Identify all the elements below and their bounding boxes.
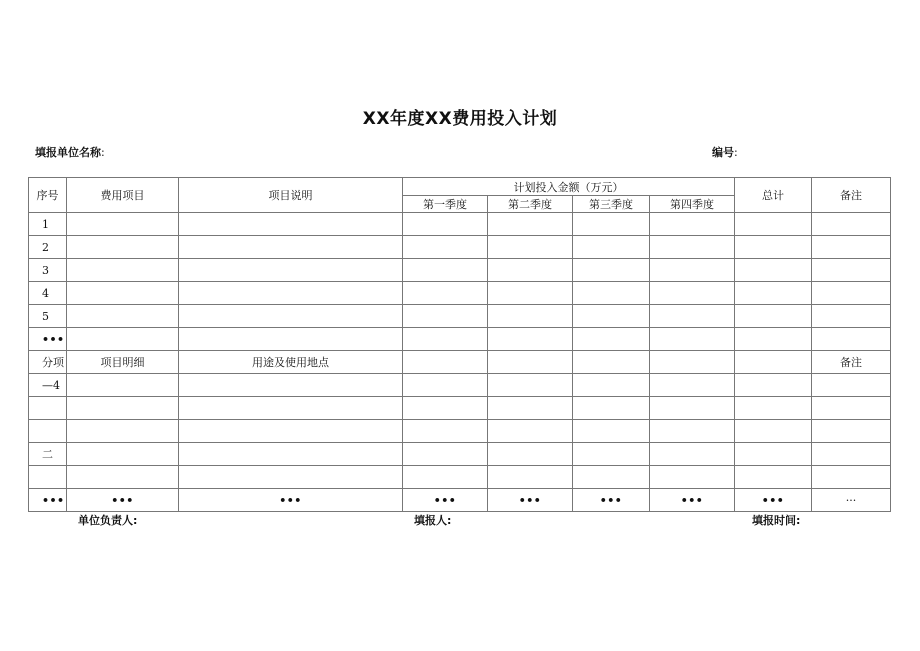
table-cell (650, 351, 735, 374)
table-cell (488, 420, 573, 443)
page-title: XX年度XX费用投入计划 (362, 109, 558, 129)
table-cell (488, 351, 573, 374)
table-cell (179, 466, 403, 489)
header-q3: 第三季度 (573, 196, 650, 213)
table-cell (650, 328, 735, 351)
table-cell (573, 328, 650, 351)
seq-cell: ••• (29, 328, 67, 351)
table-cell (573, 374, 650, 397)
table-cell (812, 420, 891, 443)
dots-cell: ••• (735, 489, 812, 512)
table-row (29, 259, 891, 282)
table-cell (403, 466, 488, 489)
header-q1: 第一季度 (403, 196, 488, 213)
table-cell (573, 282, 650, 305)
table-cell (812, 305, 891, 328)
seq-cell (29, 397, 67, 420)
table-cell (488, 397, 573, 420)
table-cell (488, 443, 573, 466)
table-cell (403, 236, 488, 259)
table-cell (735, 236, 812, 259)
table-cell (573, 420, 650, 443)
table-row (29, 328, 891, 351)
table-cell (573, 466, 650, 489)
dots-cell: ••• (67, 489, 179, 512)
table-cell (735, 466, 812, 489)
table-cell (179, 236, 403, 259)
table-row (29, 236, 891, 259)
budget-table (28, 177, 891, 512)
table-cell (403, 397, 488, 420)
header-item: 费用项目 (67, 178, 179, 213)
table-body (29, 213, 891, 489)
table-cell (812, 259, 891, 282)
table-cell (812, 236, 891, 259)
table-cell (650, 443, 735, 466)
table-cell (735, 213, 812, 236)
table-cell (179, 443, 403, 466)
table-cell (650, 420, 735, 443)
table-cell (812, 443, 891, 466)
table-cell (67, 328, 179, 351)
table-cell (650, 374, 735, 397)
table-cell (650, 259, 735, 282)
table-cell (179, 420, 403, 443)
dots-cell: ••• (650, 489, 735, 512)
table-cell (403, 282, 488, 305)
table-cell (67, 443, 179, 466)
table-cell (67, 259, 179, 282)
table-row-dots (29, 489, 891, 512)
table-cell (67, 466, 179, 489)
header-note: 备注 (812, 178, 891, 213)
table-cell (179, 305, 403, 328)
table-cell (650, 397, 735, 420)
table-cell (573, 236, 650, 259)
table-row (29, 305, 891, 328)
header-q2: 第二季度 (488, 196, 573, 213)
table-cell (179, 374, 403, 397)
table-cell (403, 443, 488, 466)
table-row (29, 397, 891, 420)
table-cell (650, 213, 735, 236)
seq-cell (29, 466, 67, 489)
table-cell (67, 374, 179, 397)
seq-cell: 3 (29, 259, 67, 282)
table-cell (488, 213, 573, 236)
colon: : (101, 146, 105, 159)
table-cell (403, 420, 488, 443)
table-cell (573, 305, 650, 328)
table-row (29, 213, 891, 236)
table-row (29, 420, 891, 443)
footer-filler (414, 512, 451, 528)
seq-cell: 2 (29, 236, 67, 259)
table-cell (735, 328, 812, 351)
header-total: 总计 (735, 178, 812, 213)
table-cell (67, 213, 179, 236)
table-cell (179, 259, 403, 282)
table-cell (67, 305, 179, 328)
table-cell (735, 420, 812, 443)
colon: : (447, 514, 452, 527)
table-cell (735, 374, 812, 397)
table-cell (812, 466, 891, 489)
table-cell (812, 374, 891, 397)
table-cell (67, 420, 179, 443)
footer-leader (78, 512, 137, 528)
table-cell (403, 213, 488, 236)
table-cell (812, 213, 891, 236)
table-cell (812, 397, 891, 420)
header-seq: 序号 (29, 178, 67, 213)
table-cell (403, 259, 488, 282)
table-row (29, 282, 891, 305)
table-cell (179, 282, 403, 305)
colon: : (133, 514, 138, 527)
number-field (712, 144, 738, 160)
table-cell (735, 397, 812, 420)
seq-cell: 分项 (29, 351, 67, 374)
table-cell (735, 443, 812, 466)
colon: : (734, 146, 738, 159)
colon: : (796, 514, 801, 527)
table-cell (573, 351, 650, 374)
unit-name-label: 填报单位名称 (35, 146, 101, 159)
table-cell: 备注 (812, 351, 891, 374)
header-plan: 计划投入金额（万元） (403, 178, 735, 196)
dots-cell: ••• (29, 489, 67, 512)
seq-cell: 5 (29, 305, 67, 328)
footer-time (752, 512, 800, 528)
header-row-1 (29, 178, 891, 196)
table-cell (650, 305, 735, 328)
table-cell (488, 236, 573, 259)
table-row (29, 351, 891, 374)
table-cell (403, 328, 488, 351)
table-cell (179, 213, 403, 236)
table-cell (488, 282, 573, 305)
table-row (29, 466, 891, 489)
table-row (29, 443, 891, 466)
table-cell (403, 305, 488, 328)
dots-cell: ••• (403, 489, 488, 512)
table-cell (488, 328, 573, 351)
table-cell (573, 397, 650, 420)
filler-label: 填报人 (414, 514, 447, 527)
table-cell (403, 351, 488, 374)
table-cell (403, 374, 488, 397)
table-cell (67, 236, 179, 259)
seq-cell: 4 (29, 282, 67, 305)
table-cell (812, 328, 891, 351)
header-desc: 项目说明 (179, 178, 403, 213)
seq-cell: 二 (29, 443, 67, 466)
dots-cell: ••• (179, 489, 403, 512)
table-cell (812, 282, 891, 305)
table-cell (735, 282, 812, 305)
number-label: 编号 (712, 146, 734, 159)
table-cell (735, 305, 812, 328)
table-cell (488, 466, 573, 489)
table-cell: 用途及使用地点 (179, 351, 403, 374)
table-cell (573, 259, 650, 282)
seq-cell: —4 (29, 374, 67, 397)
table-cell (179, 397, 403, 420)
table-cell (735, 351, 812, 374)
table-cell (650, 466, 735, 489)
seq-cell (29, 420, 67, 443)
dots-cell-last: ··· (812, 489, 891, 512)
leader-label: 单位负责人 (78, 514, 133, 527)
table-cell (735, 259, 812, 282)
unit-name-field (35, 144, 105, 160)
table-row (29, 374, 891, 397)
table-cell (573, 213, 650, 236)
table-cell (650, 236, 735, 259)
table-cell (488, 374, 573, 397)
time-label: 填报时间 (752, 514, 796, 527)
dots-cell: ••• (573, 489, 650, 512)
seq-cell: 1 (29, 213, 67, 236)
dots-cell: ••• (488, 489, 573, 512)
table-cell (179, 328, 403, 351)
table-cell (488, 305, 573, 328)
table-cell: 项目明细 (67, 351, 179, 374)
table-cell (67, 397, 179, 420)
table-cell (650, 282, 735, 305)
table-cell (67, 282, 179, 305)
header-q4: 第四季度 (650, 196, 735, 213)
table-cell (573, 443, 650, 466)
table-cell (488, 259, 573, 282)
